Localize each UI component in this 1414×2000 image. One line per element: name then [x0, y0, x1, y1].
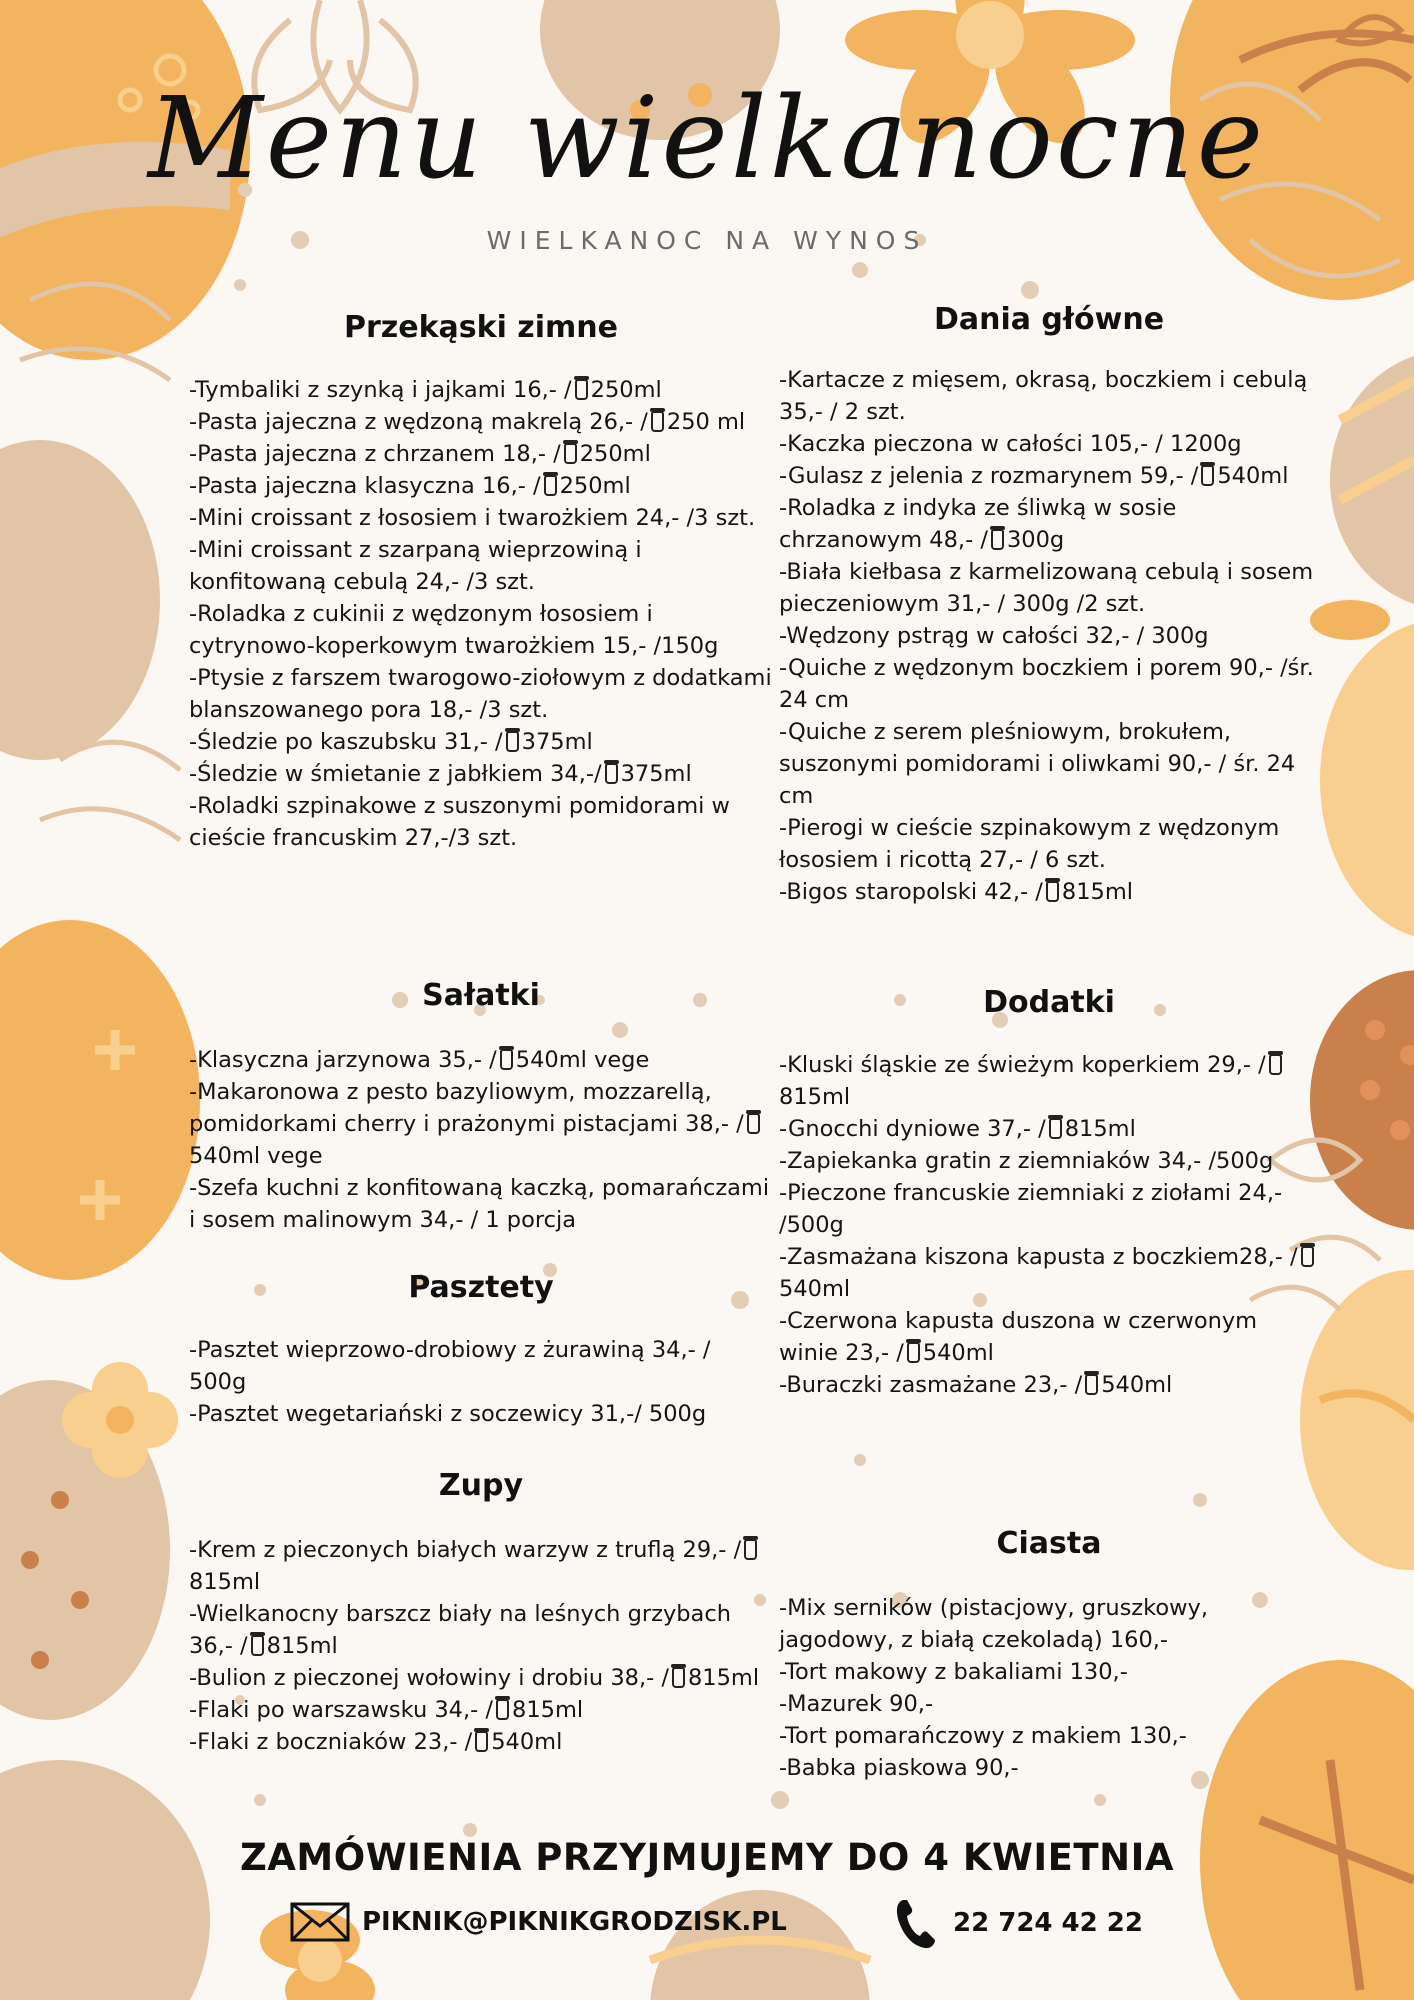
menu-item-text: -Roladka z indyka ze śliwką w sosie chrzanowym 48,- /	[779, 495, 1177, 553]
menu-item-volume: 815ml	[189, 1569, 261, 1595]
menu-list	[779, 1592, 1319, 1784]
menu-item-volume: 815ml	[779, 1084, 851, 1110]
jar-icon	[564, 443, 577, 464]
menu-item-text: -Mini croissant z szarpaną wieprzowiną i konfitowaną cebulą 24,- /3 szt.	[189, 537, 642, 595]
menu-item	[189, 502, 773, 534]
menu-item	[189, 1172, 773, 1236]
menu-item	[189, 1662, 773, 1694]
menu-item-text: -Ptysie z farszem twarogowo-ziołowym z dodatkami blanszowanego pora 18,- /3 szt.	[189, 665, 772, 723]
menu-item-text: -Śledzie w śmietanie z jabłkiem 34,-/	[189, 761, 602, 787]
menu-item-volume: 540ml vege	[515, 1047, 650, 1073]
jar-icon	[1049, 1118, 1062, 1139]
menu-item-volume: 300g	[1006, 527, 1065, 553]
jar-icon	[500, 1049, 513, 1070]
jar-icon	[1046, 881, 1059, 902]
menu-item-text: -Gnocchi dyniowe 37,- /	[779, 1116, 1046, 1142]
menu-item-text: -Tort pomarańczowy z makiem 130,-	[779, 1723, 1187, 1749]
menu-item	[189, 1398, 773, 1430]
menu-item	[189, 1076, 773, 1172]
menu-item-volume: 540ml	[1217, 463, 1289, 489]
menu-item-text: -Szefa kuchni z konfitowaną kaczką, pomarańczami i sosem malinowym 34,- / 1 porcja	[189, 1175, 770, 1233]
menu-item-volume: 815ml	[1064, 1116, 1136, 1142]
menu-item-volume: 815ml	[512, 1697, 584, 1723]
order-deadline-notice: ZAMÓWIENIA PRZYJMUJEMY DO 4 KWIETNIA	[239, 1836, 1175, 1879]
menu-item-text: -Pasta jajeczna klasyczna 16,- /	[189, 473, 541, 499]
menu-item-volume: 540ml vege	[189, 1143, 323, 1169]
section-pasztety	[189, 1270, 773, 1430]
menu-item	[779, 1752, 1319, 1784]
menu-item	[779, 556, 1319, 620]
easter-egg-left-middle	[0, 920, 200, 1280]
menu-item-volume: 375ml	[521, 729, 593, 755]
section-title: Zupy	[438, 1468, 524, 1503]
menu-item	[189, 406, 773, 438]
phone-contact[interactable]	[895, 1896, 1143, 1950]
menu-item-text: -Wielkanocny barszcz biały na leśnych grzybach 36,- /	[189, 1601, 731, 1659]
menu-item-text: -Tymbaliki z szynką i jajkami 16,- /	[189, 377, 572, 403]
menu-item	[779, 1656, 1319, 1688]
menu-item-text: -Kartacze z mięsem, okrasą, boczkiem i cebulą 35,- / 2 szt.	[779, 367, 1308, 425]
menu-item-text: -Pasztet wegetariański z soczewicy 31,-/ 500g	[189, 1401, 707, 1427]
easter-egg-right-upper	[1330, 350, 1414, 610]
phone-icon	[895, 1896, 939, 1950]
menu-item-text: -Flaki z boczniaków 23,- /	[189, 1729, 473, 1755]
menu-item-text: -Tort makowy z bakaliami 130,-	[779, 1659, 1128, 1685]
jar-icon	[991, 529, 1004, 550]
menu-item	[189, 598, 773, 662]
menu-item	[779, 652, 1319, 716]
menu-item-volume: 540ml	[1101, 1372, 1173, 1398]
menu-item-text: -Quiche z serem pleśniowym, brokułem, suszonymi pomidorami i oliwkami 90,- / śr. 24 cm	[779, 719, 1296, 809]
easter-egg-right-brown	[1310, 970, 1414, 1230]
menu-item	[779, 1113, 1319, 1145]
menu-item-text: -Gulasz z jelenia z rozmarynem 59,- /	[779, 463, 1199, 489]
menu-item	[779, 364, 1319, 428]
menu-list	[189, 1044, 773, 1236]
menu-item	[189, 534, 773, 598]
menu-item-text: -Mini croissant z łososiem i twarożkiem 24,- /3 szt.	[189, 505, 756, 531]
envelope-icon	[290, 1902, 350, 1942]
menu-item	[779, 1241, 1319, 1305]
menu-item-text: -Mazurek 90,-	[779, 1691, 934, 1717]
menu-item	[189, 1694, 773, 1726]
easter-egg-bottom-left	[0, 1760, 210, 2000]
jar-icon	[544, 475, 557, 496]
menu-item	[779, 1177, 1319, 1241]
jar-icon	[907, 1342, 920, 1363]
menu-item-text: -Kluski śląskie ze świeżym koperkiem 29,- /	[779, 1052, 1266, 1078]
jar-icon	[506, 731, 519, 752]
menu-item-text: -Buraczki zasmażane 23,- /	[779, 1372, 1083, 1398]
menu-item-text: -Klasyczna jarzynowa 35,- /	[189, 1047, 497, 1073]
menu-item-text: -Babka piaskowa 90,-	[779, 1755, 1019, 1781]
menu-list	[189, 1334, 773, 1430]
menu-item	[779, 1720, 1319, 1752]
jar-icon	[651, 411, 664, 432]
menu-subtitle: WIELKANOC NA WYNOS	[486, 226, 928, 255]
section-dania-glowne	[779, 302, 1319, 908]
menu-item-volume: 815ml	[1061, 879, 1133, 905]
section-title: Sałatki	[422, 978, 540, 1013]
menu-item-text: -Biała kiełbasa z karmelizowaną cebulą i sosem pieczeniowym 31,- / 300g /2 szt.	[779, 559, 1314, 617]
menu-item	[189, 1044, 773, 1076]
menu-item	[189, 758, 773, 790]
menu-item	[189, 790, 773, 854]
menu-item	[189, 1334, 773, 1398]
easter-egg-left-upper	[0, 440, 160, 760]
menu-item-text: -Mix serników (pistacjowy, gruszkowy, jagodowy, z białą czekoladą) 160,-	[779, 1595, 1208, 1653]
menu-item	[779, 1305, 1319, 1369]
menu-item	[189, 1598, 773, 1662]
menu-list	[779, 364, 1319, 908]
menu-item-text: -Krem z pieczonych białych warzyw z truflą 29,- /	[189, 1537, 742, 1563]
jar-icon	[747, 1113, 760, 1134]
menu-item	[779, 1369, 1319, 1401]
menu-item-text: -Czerwona kapusta duszona w czerwonym winie 23,- /	[779, 1308, 1258, 1366]
menu-item	[189, 726, 773, 758]
menu-item-volume: 250ml	[590, 377, 662, 403]
menu-item-text: -Śledzie po kaszubsku 31,- /	[189, 729, 503, 755]
menu-item-text: -Pieczone francuskie ziemniaki z ziołami 24,- /500g	[779, 1180, 1283, 1238]
menu-item	[189, 470, 773, 502]
jar-icon	[1301, 1246, 1314, 1267]
menu-item-text: -Pasta jajeczna z chrzanem 18,- /	[189, 441, 561, 467]
menu-item-text: -Pasztet wieprzowo-drobiowy z żurawiną 34,- / 500g	[189, 1337, 711, 1395]
menu-item	[779, 812, 1319, 876]
menu-item-volume: 815ml	[266, 1633, 338, 1659]
menu-item-text: -Pasta jajeczna z wędzoną makrelą 26,- /	[189, 409, 648, 435]
email-contact[interactable]	[290, 1902, 787, 1942]
menu-item-volume: 250 ml	[666, 409, 746, 435]
menu-item	[189, 1534, 773, 1598]
menu-item-text: -Kaczka pieczona w całości 105,- / 1200g	[779, 431, 1242, 457]
section-title: Pasztety	[408, 1270, 554, 1305]
menu-item-text: -Flaki po warszawsku 34,- /	[189, 1697, 494, 1723]
menu-title: Menu wielkanocne	[148, 74, 1266, 204]
menu-list	[189, 374, 773, 854]
section-title: Dodatki	[983, 985, 1115, 1020]
jar-icon	[744, 1539, 757, 1560]
menu-item	[779, 620, 1319, 652]
menu-item-text: -Zapiekanka gratin z ziemniaków 34,- /500g	[779, 1148, 1274, 1174]
section-salatki	[189, 978, 773, 1236]
jar-icon	[251, 1635, 264, 1656]
menu-item-volume: 375ml	[620, 761, 692, 787]
phone-number[interactable]: 22 724 42 22	[953, 1908, 1143, 1938]
jar-icon	[496, 1699, 509, 1720]
section-title: Dania główne	[933, 302, 1165, 337]
jar-icon	[475, 1731, 488, 1752]
jar-icon	[575, 379, 588, 400]
jar-icon	[1085, 1374, 1098, 1395]
menu-item-volume: 250ml	[559, 473, 631, 499]
menu-item	[189, 374, 773, 406]
jar-icon	[605, 763, 618, 784]
menu-item-text: -Pierogi w cieście szpinakowym z wędzonym łososiem i ricottą 27,- / 6 szt.	[779, 815, 1280, 873]
section-ciasta	[779, 1526, 1319, 1784]
menu-item-volume: 540ml	[491, 1729, 563, 1755]
menu-item	[779, 1145, 1319, 1177]
menu-item	[779, 428, 1319, 460]
jar-icon	[1269, 1054, 1282, 1075]
menu-item-volume: 540ml	[779, 1276, 851, 1302]
menu-item-text: -Quiche z wędzonym boczkiem i porem 90,- /śr. 24 cm	[779, 655, 1314, 713]
section-zupy	[189, 1468, 773, 1758]
menu-item	[189, 1726, 773, 1758]
section-title: Przekąski zimne	[343, 310, 619, 345]
menu-item-text: -Makaronowa z pesto bazyliowym, mozzarellą, pomidorkami cherry i prażonymi pistacjami 38,- /	[189, 1079, 744, 1137]
menu-item-text: -Bigos staropolski 42,- /	[779, 879, 1043, 905]
menu-item	[779, 492, 1319, 556]
menu-item-volume: 250ml	[579, 441, 651, 467]
easter-egg-right-middle	[1310, 600, 1414, 940]
menu-item-text: -Wędzony pstrąg w całości 32,- / 300g	[779, 623, 1209, 649]
section-title: Ciasta	[996, 1526, 1102, 1561]
menu-list	[779, 1049, 1319, 1401]
jar-icon	[672, 1667, 685, 1688]
menu-item	[779, 1049, 1319, 1113]
menu-item	[779, 460, 1319, 492]
menu-item-volume: 540ml	[922, 1340, 994, 1366]
menu-item	[779, 716, 1319, 812]
jar-icon	[1201, 465, 1214, 486]
menu-item-text: -Roladka z cukinii z wędzonym łososiem i cytrynowo-koperkowym twarożkiem 15,- /150g	[189, 601, 719, 659]
menu-item-text: -Roladki szpinakowe z suszonymi pomidorami w cieście francuskim 27,-/3 szt.	[189, 793, 730, 851]
section-dodatki	[779, 985, 1319, 1401]
menu-item	[189, 662, 773, 726]
menu-item	[189, 438, 773, 470]
menu-item-text: -Zasmażana kiszona kapusta z boczkiem28,- /	[779, 1244, 1298, 1270]
menu-item	[779, 1592, 1319, 1656]
menu-list	[189, 1534, 773, 1758]
menu-item	[779, 1688, 1319, 1720]
email-address[interactable]: PIKNIK@PIKNIKGRODZISK.PL	[362, 1907, 787, 1937]
section-przekaski-zimne	[189, 310, 773, 854]
menu-item-volume: 815ml	[687, 1665, 760, 1691]
menu-item	[779, 876, 1319, 908]
menu-item-text: -Bulion z pieczonej wołowiny i drobiu 38,- /	[189, 1665, 669, 1691]
